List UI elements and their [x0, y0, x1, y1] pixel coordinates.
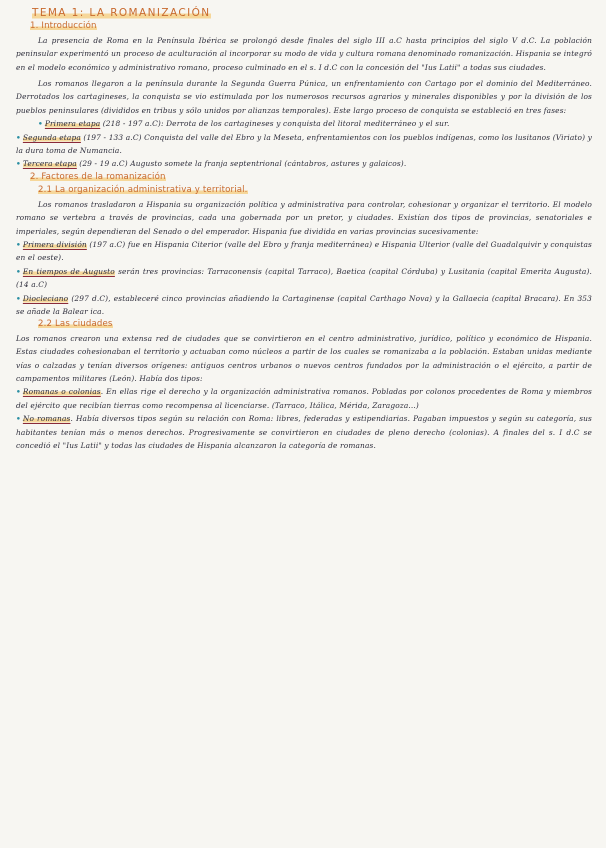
list-item	[16, 131, 592, 158]
section-heading-factores: 2. Factores de la romanización	[30, 171, 166, 182]
subsection-heading-ciudades: 2.2 Las ciudades	[38, 319, 113, 330]
list-item	[16, 238, 592, 265]
bullet-icon: •	[16, 239, 21, 249]
list-item-term: Romanas o colonias	[22, 387, 101, 397]
list-item-term: No romanas	[22, 414, 71, 424]
bullet-icon: •	[16, 159, 21, 169]
paragraph: Los romanos trasladaron a Hispania su organización política y administrativa para controlar, cohesionar y organizar el territorio. El modelo romano se vertebra a través de provincias, cada una gobernada por un pretor, y ciudades. Existían dos tipos de provincias, senatoriales e imperiales, según dependieran del Senado o del emperador. Hispania fue dividida en varias provincias sucesivamente:	[16, 199, 592, 236]
list-item-text: (218 - 197 a.C): Derrota de los cartagineses y conquista del litoral mediterráneo y el sur.	[100, 119, 450, 129]
paragraph: Los romanos crearon una extensa red de ciudades que se convirtieron en el centro administrativo, jurídico, político y económico de Hispania. Estas ciudades cohesionaban el territorio y actuaban como núcleos a partir de los cuales se romanizaba a la población. Estaban unidas mediante vías o calzadas y tenían diversos orígenes: antiguos centros urbanos o nuevos centros fundados por la administración o el ejército, a partir de campamentos militares (León). Había dos tipos:	[16, 333, 592, 383]
bullet-icon: •	[16, 293, 21, 303]
page-title: TEMA 1: LA ROMANIZACIÓN	[32, 7, 211, 19]
paragraph: Los romanos llegaron a la península durante la Segunda Guerra Púnica, un enfrentamiento con Cartago por el dominio del Mediterráneo. Derrotados los cartagineses, la conquista se vio estimulada por los numerosos recursos agrarios y minerales disponibles y por la división de los pueblos peninsulares (divididos en tribus y sólo unidos por alianzas temporales). Este largo proceso de conquista se estableció en tres fases:	[16, 79, 592, 115]
list-item-term: Primera etapa	[44, 119, 101, 129]
bullet-icon: •	[38, 119, 43, 129]
bullet-icon: •	[16, 266, 21, 276]
list-item-term: Segunda etapa	[22, 132, 81, 142]
paragraph: La presencia de Roma en la Península Ibérica se prolongó desde finales del siglo III a.C hasta principios del siglo V d.C. La población peninsular experimentó un proceso de aculturación al incorporar su modo de vida y cultura romana denominado romanización. Hispania se integró en el modelo económico y administrativo romano, proceso culminado en el s. I d.C con la concesión del "Ius Latii" a todas sus ciudades.	[16, 35, 592, 72]
bullet-icon: •	[16, 387, 21, 397]
list-item-term: Tercera etapa	[22, 159, 77, 169]
subsection-heading-organizacion: 2.1 La organización administrativa y territorial.	[38, 185, 248, 196]
list-item-text: (297 d.C), estableceré cinco provincias añadiendo la Cartaginense (capital Carthago Nova) y la Gallaecia (capital Bracara). En 353 se añade la Balear ica.	[16, 293, 592, 316]
list-item-text: (29 - 19 a.C) Augusto somete la franja septentrional (cántabros, astures y galaicos).	[76, 159, 407, 169]
list-item-text: (197 a.C) fue en Hispania Citerior (valle del Ebro y franja mediterránea) e Hispania Ulterior (valle del Guadalquivir y conquistas en el oeste).	[16, 239, 592, 263]
list-item-text: (197 - 133 a.C) Conquista del valle del Ebro y la Meseta, enfrentamientos con los pueblos indígenas, como los lusitanos (Viriato) y la dura toma de Numancia.	[16, 132, 592, 156]
list-item-term: En tiempos de Augusto	[22, 266, 115, 276]
list-item-term: Diocleciano	[22, 293, 69, 303]
list-item	[16, 265, 592, 292]
section-heading-introduccion: 1. Introducción	[30, 21, 97, 32]
list-item	[16, 117, 592, 130]
bullet-icon: •	[16, 414, 21, 424]
bullet-icon: •	[16, 132, 21, 142]
list-item-term: Primera división	[22, 239, 87, 249]
list-item-text: serán tres provincias: Tarraconensis (capital Tarraco), Baetica (capital Córduba) y Lusitania (capital Emerita Augusta). (14 a.C)	[16, 266, 592, 290]
list-item	[16, 412, 592, 452]
list-item	[16, 157, 592, 170]
list-item-text: . En ellas rige el derecho y la organización administrativa romanos. Pobladas por colonos procedentes de Roma y miembros del ejército que recibían tierras como recompensa al licenciarse. (Tarraco, Itálica, Mérida, Zaragoza...)	[16, 387, 592, 410]
list-item	[16, 292, 592, 319]
list-item	[16, 385, 592, 412]
list-item-text: . Había diversos tipos según su relación con Roma: libres, federadas y estipendiarias. Pagaban impuestos y según su categoría, sus habitantes tenían más o menos derechos. Progresivamente se convirtieron en ciudades de pleno derecho (colonias). A finales del s. I d.C se concedió el "Ius Latii" y todas las ciudades de Hispania alcanzaron la categoría de romanas.	[16, 414, 592, 450]
